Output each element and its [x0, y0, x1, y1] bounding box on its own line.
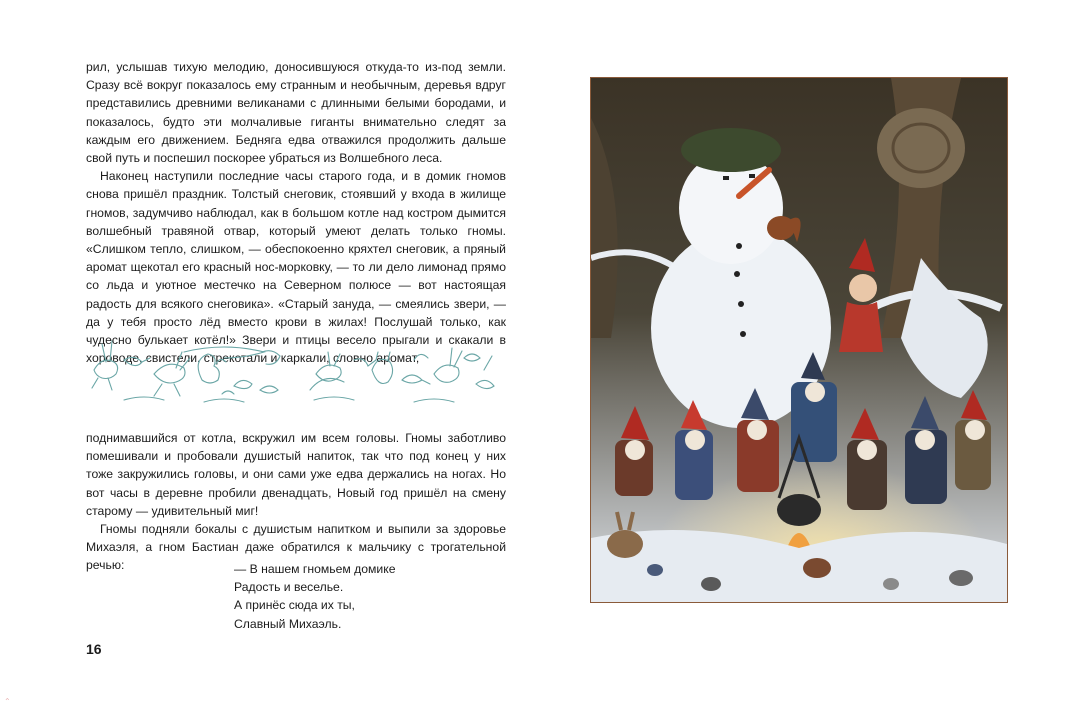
paragraph-4: Гномы подняли бокалы с душистым напитком и выпили за здоровье Михаэля, а гном Бастиан даже обратился к мальчику с трогательной речью: [86, 522, 506, 573]
poem-line: А принёс сюда их ты, [234, 598, 355, 613]
paragraph-2: Наконец наступили последние часы старого года, и в домик гномов снова пришёл праздник. Толстый снеговик, стоявший у входа в жилище гномов, задумчиво наблюдал, как в большом котле над костром дымится волшебный травяной отвар, который умеют делать только гномы. «Слишком тепло, слишком, — обеспокоенно кряхтел снеговик, а пряный аромат щекотал его красный нос-морковку, — то ли дело лимонад прямо со льда и уютное местечко на Северном полюсе — вот настоящая радость для всякого снеговика». «Старый зануда, — смеялись звери, — да у тебя просто лёд вместо крови в жилах! Послушай только, как чудесно булькает котёл!» Звери и птицы весело прыгали и скакали в хороводе, свистели, стрекотали и каркали, словно аромат, [86, 169, 506, 366]
page-number: 16 [86, 641, 102, 657]
text-block-2 [86, 429, 506, 575]
snowman-gnomes-illustration-icon [590, 77, 1008, 603]
poem [234, 560, 395, 633]
poem-line: — В нашем гномьем домике [234, 562, 396, 576]
poem-line: Славный Михаэль. [234, 616, 342, 631]
corner-mark: ⌃ [4, 697, 11, 706]
paragraph-1: рил, услышав тихую мелодию, доносившуюся откуда-то из-под земли. Сразу всё вокруг показалось ему странным и необычным, деревья вдруг представились древними великанами с длинными белыми бородами, и показалось, будто эти молчаливые гиганты внимательно следят за каждым его движением. Бедняга едва отважился продолжить дальше свой путь и поспешил поскорее убраться из Волшебного леса. [86, 60, 506, 166]
text-block-1 [86, 58, 506, 367]
poem-line: Радость и веселье. [234, 580, 344, 595]
animals-vignette-icon [84, 330, 508, 408]
paragraph-3: поднимавшийся от котла, вскружил им всем головы. Гномы заботливо помешивали и пробовали душистый напиток, так что под конец у них тоже закружились головы, и они сами уже едва держались на ногах. Но вот часы в деревне пробили двенадцать, Новый год пришёл на смену старому — удивительный миг! [86, 431, 506, 518]
illustration-art [591, 78, 1007, 602]
